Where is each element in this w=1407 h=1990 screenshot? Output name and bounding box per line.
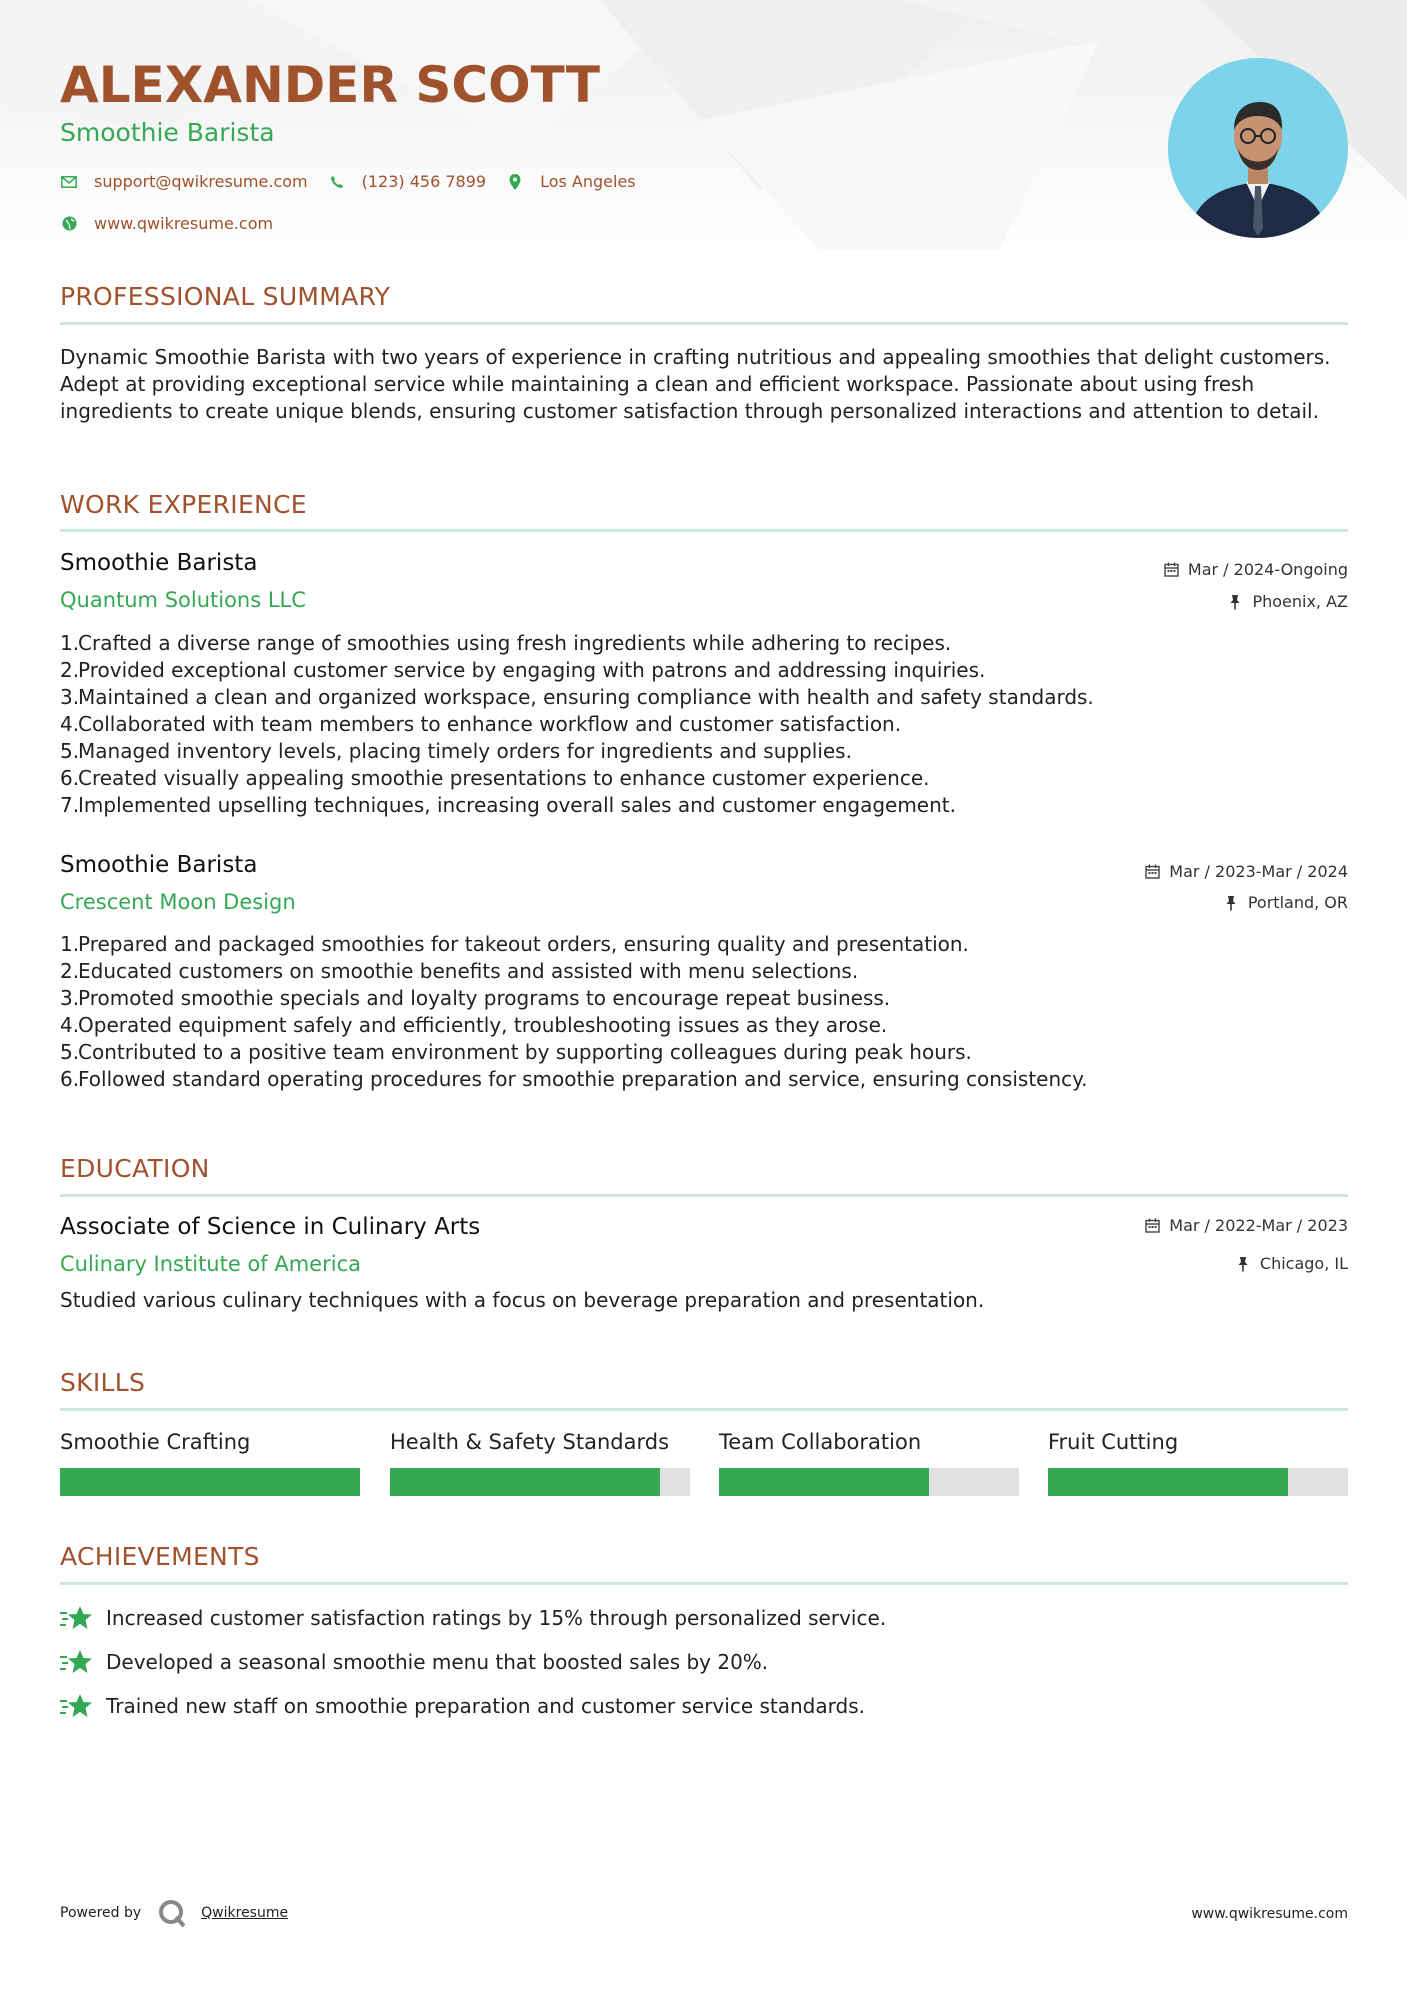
list-number: 3. [60,685,80,709]
phone-icon [328,173,346,191]
powered-by-label: Powered by [60,1905,142,1921]
education-degree: Associate of Science in Culinary Arts [60,1214,481,1240]
section-divider [60,529,1348,532]
star-badge-icon [60,1692,94,1720]
job-bullets [60,931,1348,1093]
star-badge-icon [60,1604,94,1632]
globe-icon [60,215,78,233]
skill-bar-fill [390,1468,660,1496]
skill-bar-track [719,1468,1019,1496]
job-location-text: Portland, OR [1247,893,1348,912]
skill-bar-fill [719,1468,929,1496]
list-number: 5. [60,739,80,763]
section-heading-education: EDUCATION [60,1154,210,1183]
contact-row [60,214,293,233]
job-dates [1164,560,1348,579]
job-title: Smoothie Barista [60,550,258,576]
section-divider [60,1582,1348,1585]
list-text: Promoted smoothie specials and loyalty programs to encourage repeat business. [78,986,891,1010]
list-number: 2. [60,959,80,983]
contact-website[interactable]: www.qwikresume.com [94,214,274,233]
skill-label: Health & Safety Standards [390,1430,670,1454]
list-number: 1. [60,631,80,655]
job-dates-text: Mar / 2023-Mar / 2024 [1169,862,1348,881]
skill-item [60,1430,360,1496]
list-item [60,630,1348,657]
education-dates [1145,1216,1348,1235]
list-number: 4. [60,1013,80,1037]
pushpin-icon [1228,594,1244,610]
list-text: Collaborated with team members to enhance workflow and customer satisfaction. [78,712,902,736]
skill-bar-track [1048,1468,1348,1496]
list-item [60,931,1348,958]
list-item [60,738,1348,765]
list-number: 3. [60,986,80,1010]
list-text: Provided exceptional customer service by engaging with patrons and addressing inquiries. [78,658,986,682]
section-divider [60,1408,1348,1411]
list-text: Maintained a clean and organized workspace, ensuring compliance with health and safety standards. [78,685,1094,709]
contact-email[interactable]: support@qwikresume.com [94,172,308,191]
education-school: Culinary Institute of America [60,1252,361,1276]
contact-row [60,172,656,191]
pushpin-icon [1236,1256,1252,1272]
list-item [60,1039,1348,1066]
list-item [60,985,1348,1012]
section-divider [60,322,1348,325]
education-dates-text: Mar / 2022-Mar / 2023 [1169,1216,1348,1235]
footer-url[interactable]: www.qwikresume.com [1191,1906,1348,1922]
skill-item [719,1430,1019,1496]
profile-photo [1168,58,1348,238]
job-company: Quantum Solutions LLC [60,588,306,612]
calendar-icon [1145,1218,1161,1234]
education-description: Studied various culinary techniques with a focus on beverage preparation and presentation. [60,1288,985,1312]
achievement-text: Increased customer satisfaction ratings by 15% through personalized service. [106,1606,887,1630]
job-dates [1145,862,1348,881]
education-location-text: Chicago, IL [1259,1254,1348,1273]
skill-bar-fill [60,1468,360,1496]
job-title: Smoothie Barista [60,852,258,878]
list-text: Followed standard operating procedures for smoothie preparation and service, ensuring consistency. [78,1067,1088,1091]
section-heading-achievements: ACHIEVEMENTS [60,1542,260,1571]
envelope-icon [60,173,78,191]
achievement-item [60,1692,865,1720]
list-text: Implemented upselling techniques, increasing overall sales and customer engagement. [78,793,956,817]
section-heading-experience: WORK EXPERIENCE [60,490,307,519]
qwikresume-logo-icon [157,1898,187,1928]
list-item [60,765,1348,792]
contact-location: Los Angeles [540,172,636,191]
achievement-item [60,1648,768,1676]
candidate-name: ALEXANDER SCOTT [60,56,600,114]
job-location-text: Phoenix, AZ [1252,592,1348,611]
job-location [1224,893,1348,912]
pushpin-icon [1224,895,1240,911]
skill-label: Team Collaboration [719,1430,922,1454]
calendar-icon [1164,562,1180,578]
achievement-item [60,1604,886,1632]
job-company: Crescent Moon Design [60,890,296,914]
education-location [1236,1254,1348,1273]
skill-item [1048,1430,1348,1496]
list-text: Prepared and packaged smoothies for takeout orders, ensuring quality and presentation. [78,932,969,956]
list-item [60,1012,1348,1039]
achievement-text: Developed a seasonal smoothie menu that boosted sales by 20%. [106,1650,769,1674]
list-number: 4. [60,712,80,736]
list-text: Operated equipment safely and efficiently, troubleshooting issues as they arose. [78,1013,888,1037]
section-heading-summary: PROFESSIONAL SUMMARY [60,282,391,311]
achievement-text: Trained new staff on smoothie preparation and customer service standards. [106,1694,865,1718]
list-text: Created visually appealing smoothie presentations to enhance customer experience. [78,766,930,790]
contact-phone[interactable]: (123) 456 7899 [361,172,487,191]
list-number: 2. [60,658,80,682]
footer-powered-by [60,1898,288,1928]
list-text: Crafted a diverse range of smoothies using fresh ingredients while adhering to recipes. [78,631,952,655]
list-item [60,657,1348,684]
calendar-icon [1145,864,1161,880]
candidate-title: Smoothie Barista [60,118,275,147]
list-item [60,711,1348,738]
list-item [60,684,1348,711]
qwikresume-link[interactable]: Qwikresume [201,1905,289,1921]
skill-label: Smoothie Crafting [60,1430,251,1454]
job-dates-text: Mar / 2024-Ongoing [1187,560,1348,579]
skill-bar-track [390,1468,690,1496]
summary-text: Dynamic Smoothie Barista with two years of experience in crafting nutritious and appealing smoothies that delight customers. Adept at providing exceptional service while maintaining a clean and efficient workspace. Passionate about using fresh ingredients to create unique blends, ensuring customer satisfaction through personalized interactions and attention to detail. [60,345,1331,423]
list-number: 6. [60,1067,80,1091]
list-number: 1. [60,932,80,956]
list-item [60,1066,1348,1093]
skill-bar-track [60,1468,360,1496]
skill-label: Fruit Cutting [1048,1430,1179,1454]
list-item [60,792,1348,819]
list-number: 7. [60,793,80,817]
job-bullets [60,630,1348,819]
skill-item [390,1430,690,1496]
list-number: 5. [60,1040,80,1064]
list-text: Educated customers on smoothie benefits and assisted with menu selections. [78,959,859,983]
job-location [1228,592,1348,611]
list-text: Contributed to a positive team environment by supporting colleagues during peak hours. [78,1040,972,1064]
map-pin-icon [506,173,524,191]
skill-bar-fill [1048,1468,1288,1496]
list-text: Managed inventory levels, placing timely orders for ingredients and supplies. [78,739,852,763]
section-divider [60,1194,1348,1197]
list-item [60,958,1348,985]
star-badge-icon [60,1648,94,1676]
list-number: 6. [60,766,80,790]
section-heading-skills: SKILLS [60,1368,146,1397]
